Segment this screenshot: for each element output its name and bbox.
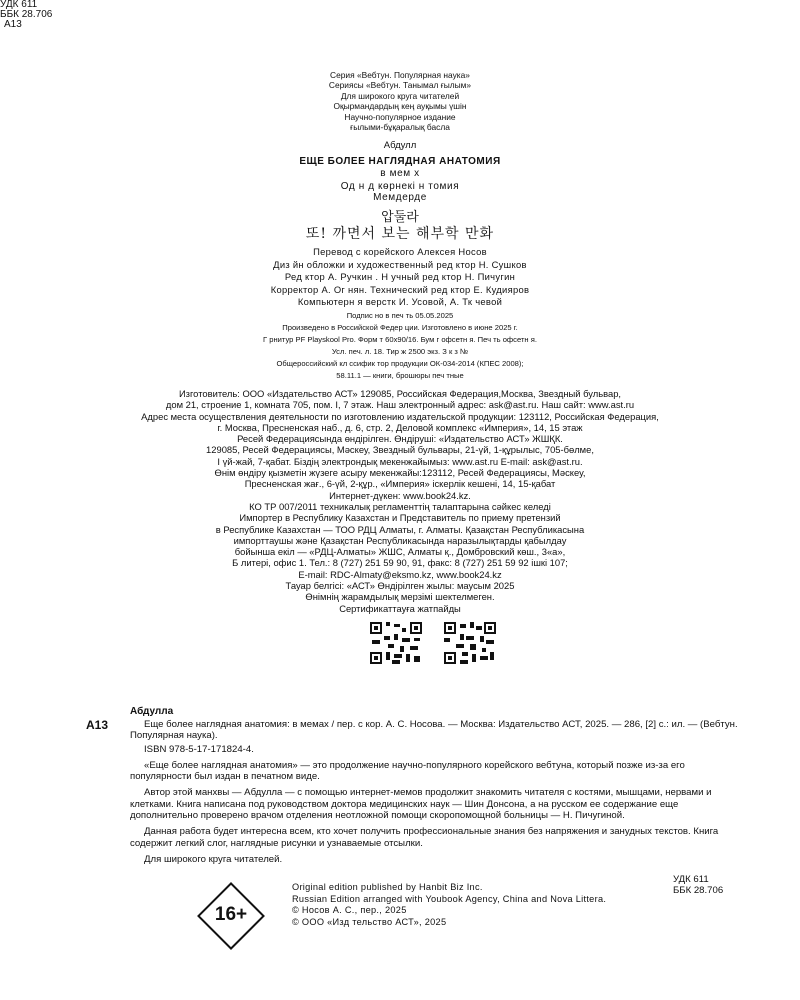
kazakh-title: Од н д көрнекі н томия xyxy=(340,181,460,192)
bib-code: А13 xyxy=(86,718,109,732)
tech-line: Г рнитур PF Playskool Pro. Форм т 60x90/16. Бум г офсетн я. Печ ть офсетн я. xyxy=(263,335,537,344)
credit-line: Корректор А. Ог нян. Технический ред ктор Е. Кудияров xyxy=(270,283,530,295)
maker-line: Пресненская жағ., 6-үй, 2-құр., «Империя» іскерлік кешені, 14, 15-қабат xyxy=(244,478,556,490)
bibliographic-description xyxy=(130,719,745,865)
tech-line: Произведено в Российской Федер ции. Изготовлено в июне 2025 г. xyxy=(282,323,518,332)
kazakh-subtitle: Мемдерде xyxy=(373,192,427,203)
udk-code: УДК 611 xyxy=(0,0,38,10)
book-title: ЕЩЕ БОЛЕЕ НАГЛЯДНАЯ АНАТОМИЯ xyxy=(299,156,501,167)
maker-line: Интернет-дүкен: www.book24.kz. xyxy=(329,489,471,501)
credits-block xyxy=(200,246,600,309)
book-subtitle: в мем х xyxy=(380,168,420,179)
annotation-paragraph: Автор этой манхвы — Абдулла — с помощью интернет-мемов продолжит знакомить читателя с костями, мышцами, нервами и клетками. Книга написана под руководством доктора медицинских наук — Шин Донсона, а на русском ее содержание еще дополнительно проверено врачом отделения неотложной помощи скоропомощной больницы — Н. Пичугиной. xyxy=(130,787,712,822)
udk-block-top xyxy=(0,0,800,30)
annotation-paragraph: Данная работа будет интересна всем, кто хочет получить профессиональные знания без напряжения и занудных текстов. Книга содержит легкий слог, наглядные рисунки и узнаваемые отсылки. xyxy=(130,826,719,849)
bbk-code: ББК 28.706 xyxy=(673,885,724,896)
copyright-line: Original edition published by Hanbit Biz Inc. xyxy=(292,882,483,892)
annotation-paragraph: «Еще более наглядная анатомия» — это продолжение научно-популярного корейского вебтуна, который позже из-за его популярности был издан в печатном виде. xyxy=(130,759,685,783)
qr-code-left xyxy=(370,622,422,664)
korean-author: 압둘라 xyxy=(381,210,419,225)
copyright-line: © ООО «Изд тельство АСТ», 2025 xyxy=(292,916,447,927)
maker-line: Өнім өндіру қызметін жүзеге асыру мекенжайы:123112, Ресей Федерациясы, Мәскеу, xyxy=(214,467,586,479)
maker-line: E-mail: RDC-Almaty@eksmo.kz, www.book24.kz xyxy=(298,568,502,580)
maker-line: дом 21, строение 1, комната 705, пом. I, 7 этаж. Наш электронный адрес: ask@ast.ru. Наш сайт: www.ast.ru xyxy=(165,399,635,411)
tech-line: 58.11.1 — книги, брошюры печ тные xyxy=(336,371,464,380)
maker-line: Изготовитель: ООО «Издательство АСТ» 129085, Российская Федерация,Москва, Звездный бульвар, xyxy=(178,388,622,399)
maker-line: Б литері, офис 1. Тел.: 8 (727) 251 59 90, 91, факс: 8 (727) 251 59 92 ішкі 107; xyxy=(232,557,568,569)
maker-line: бойынша екіл — «РДЦ-Алматы» ЖШС, Алматы қ., Домбровский көш., 3«а», xyxy=(234,546,566,558)
tech-line: Подпис но в печ ть 05.05.2025 xyxy=(346,311,454,320)
maker-line: КО ТР 007/2011 техникалық регламенттің талаптарына сәйкес келеді xyxy=(249,500,551,512)
author-name: Абдулл xyxy=(383,140,417,151)
maker-line: Өнімнің жарамдылық мерзімі шектелмеген. xyxy=(305,591,495,603)
maker-line: Сертификаттауға жатпайды xyxy=(339,602,461,614)
credit-line: Компьютерн я верстк И. Усовой, А. Тк чевой xyxy=(297,296,503,308)
series-line: Для широкого круга читателей xyxy=(340,90,460,101)
maker-line: Ресей Федерациясында өндірілген. Өндіруші: «Издательство АСТ» ЖШҚК. xyxy=(237,433,563,445)
udk-block-bottom xyxy=(673,874,723,896)
maker-line: Импортер в Республику Казахстан и Представитель по приему претензий xyxy=(239,512,561,524)
maker-line: импорттаушы және Қазақстан Республикасында наразылықтарды қабылдау xyxy=(233,534,567,546)
tech-line: Общероссийский кл ссифик тор продукции ОК-034-2014 (КПЕС 2008); xyxy=(276,359,524,368)
bib-author: Абдулла xyxy=(130,706,174,717)
credit-line: Диз йн обложки и художественный ред ктор Н. Сушков xyxy=(273,258,527,270)
series-line: Научно-популярное издание xyxy=(344,111,456,122)
copyright-block xyxy=(292,882,622,928)
qr-code-icon xyxy=(370,622,422,664)
technical-block xyxy=(200,310,600,382)
qr-code-icon xyxy=(444,622,496,664)
tech-line: Усл. печ. л. 18. Тир ж 2500 экз. З к з № xyxy=(331,347,469,356)
series-line: Сериясы «Вебтун. Танымал ғылым» xyxy=(328,80,472,91)
author-mark: А13 xyxy=(4,19,22,30)
credit-line: Ред ктор А. Ручкин . Н учный ред ктор Н. Пичугин xyxy=(284,271,516,283)
age-rating-label: 16+ xyxy=(214,904,248,925)
series-line: Серия «Вебтун. Популярная наука» xyxy=(330,70,470,80)
credit-line: Перевод с корейского Алексея Носов xyxy=(313,246,487,257)
qr-code-right xyxy=(444,622,496,664)
annotation-paragraph: Для широкого круга читателей. xyxy=(144,853,283,865)
maker-line: в Республике Казахстан — ТОО РДЦ Алматы, г. Алматы. Қазақстан Республикасына xyxy=(215,523,585,535)
maker-line: г. Москва, Пресненская наб., д. 6, стр. 2, Деловой комплекс «Империя», 14, 15 этаж xyxy=(217,421,583,433)
bbk-code: ББК 28.706 xyxy=(0,9,53,20)
korean-title: 또! 까면서 보는 해부학 만화 xyxy=(305,226,495,242)
maker-line: 129085, Ресей Федерациясы, Мәскеу, Звездный бульвары, 21-үй, 1-құрылыс, 705-бөлме, xyxy=(206,444,594,456)
age-rating-badge xyxy=(197,882,265,950)
copyright-line: Russian Edition arranged with Youbook Agency, China and Nova Littera. xyxy=(292,893,607,904)
maker-line: Адрес места осуществления деятельности по изготовлению издательской продукции: 123112, Российская Федерация, xyxy=(141,410,659,422)
series-line: ғылыми-бұқаралық басла xyxy=(350,122,450,133)
series-line: Оқырмандардың кең ауқымы үшін xyxy=(333,101,467,112)
isbn: ISBN 978-5-17-171824-4. xyxy=(144,743,254,755)
bib-description: Еще более наглядная анатомия: в мемах / пер. с кор. А. С. Носова. — Москва: Издательство АСТ, 2025. — 286, [2] с.: ил. — (Вебтун. Популярная наука). xyxy=(130,719,738,742)
manufacturer-block xyxy=(120,388,680,614)
maker-line: Тауар белгісі: «АСТ» Өндірілген жылы: маусым 2025 xyxy=(285,580,515,592)
udk-code: УДК 611 xyxy=(673,874,709,885)
maker-line: I үй-жай, 7-қабат. Біздің электрондық мекенжайымыз: www.ast.ru E-mail: ask@ast.ru. xyxy=(217,455,583,467)
series-block xyxy=(250,70,550,132)
copyright-line: © Носов А. С., пер., 2025 xyxy=(292,905,407,916)
